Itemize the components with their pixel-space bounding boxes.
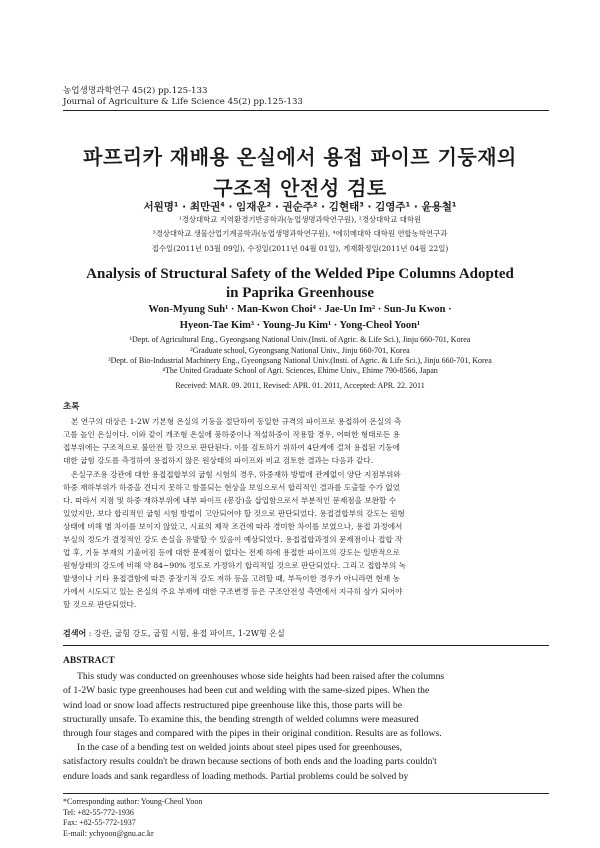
abstract-ko-line: 상태에 비해 별 차이를 보이지 않았고, 시료의 제작 조건에 따라 경미한 차이를 보였으나, 용접 과정에서: [63, 522, 403, 531]
dates-ko: 접수일(2011년 03월 09일), 수정일(2011년 04월 01일), 게재확정일(2011년 04월 22일): [151, 244, 449, 253]
abstract-ko-paragraph-1: [63, 415, 549, 467]
affiliation-en-3: ³Dept. of Bio-Industrial Machinery Eng., Gyeongsang National Univ.(Insti. of Agric. & Life Sci.), Jinju 660-701, Korea: [108, 356, 492, 365]
footnote-author: *Corresponding author: Young-Cheol Yoon: [63, 797, 203, 806]
title-en-line1: Analysis of Structural Safety of the Welded Pipe Columns Adopted: [86, 266, 514, 282]
abstract-ko-line: 대한 굽힘 강도를 측정하여 용접하지 않은 원상태의 파이프와 비교 검토한 결과는 다음과 같다.: [63, 456, 374, 465]
affiliation-en-1: ¹Dept. of Agricultural Eng., Gyeongsang National Univ.(Insti. of Agric. & Life Sci.), Jinju 660-701, Korea: [129, 335, 471, 344]
abstract-ko-line: 하중 재하부위가 하중을 견디지 못하고 함몰되는 현상을 보임으로서 합리적인 결과를 도출할 수가 없었: [63, 483, 401, 492]
abstract-en-line: In the case of a bending test on welded joints about steel pipes used for greenhouses,: [77, 742, 403, 753]
footnote-rule: [63, 793, 549, 794]
received-dates: Received: MAR. 09. 2011, Revised: APR. 01. 2011, Accepted: APR. 22. 2011: [175, 381, 425, 390]
journal-header: [63, 86, 303, 108]
abstract-en-line: endure loads and sank regardless of loading methods. Partial problems could be solved by: [63, 770, 409, 782]
journal-header-en: Journal of Agriculture & Life Science 45(2) pp.125-133: [63, 97, 303, 107]
abstract-en-line: of 1-2W basic type greenhouses had been cut and welding with the same-sized pipes. When the: [63, 685, 430, 697]
abstract-ko-line: 고를 높인 온실이다. 이와 같이 개조형 온실에 풍하중이나 적설하중이 작용할 경우, 어떠한 형태로든 용: [63, 430, 400, 439]
title-ko-line1: 파프리카 재배용 온실에서 용접 파이프 기둥재의: [83, 145, 517, 169]
title-ko-line2: 구조적 안전성 검토: [213, 176, 387, 200]
abstract-ko-line: 가에서 시도되고 있는 온실의 주요 부재에 대한 구조변경 등은 구조안전성 측면에서 지극히 삼가 되어야: [63, 587, 403, 596]
abstract-ko-line: 부실의 정도가 결정적인 강도 손실을 유발할 수 있음이 예상되었다. 용접접합과정의 문제점이나 접합 작: [63, 535, 403, 544]
abstract-ko-line: 본 연구의 대상은 1-2W 기본형 온실의 기둥을 절단하여 동일한 규격의 파이프로 용접하여 온실의 측: [71, 417, 402, 426]
abstract-ko-line: 있었지만, 보다 합리적인 굽힘 시험 방법이 고안되어야 할 것으로 판단되었다. 용접결합부의 강도는 원형: [63, 509, 405, 518]
abstract-ko-line: 다. 따라서 지점 및 하중 재하부위에 내부 파이프 (봉강)을 삽입함으로서 부분적인 문제점을 보완할 수: [63, 496, 397, 505]
corresponding-author-footnote: [63, 797, 202, 839]
abstract-ko-paragraph-2: [63, 468, 549, 611]
abstract-en-paragraph-1: [63, 670, 549, 741]
authors-ko: 서원명¹ · 최만권⁴ · 임재운² · 권순주² · 김현태³ · 김영주¹ · 윤용철¹: [143, 201, 457, 213]
affiliation-en-4: ⁴The United Graduate School of Agri. Sciences, Ehime Univ., Ehime 790-8566, Japan: [162, 366, 438, 375]
footnote-email: E-mail: ychyoon@gnu.ac.kr: [63, 828, 154, 838]
authors-en-line2: Hyeon-Tae Kim³ · Young-Ju Kim¹ · Yong-Cheol Yoon¹: [179, 320, 421, 331]
authors-en-line1: Won-Myung Suh¹ · Man-Kwon Choi⁴ · Jae-Un Im² · Sun-Ju Kwon ·: [148, 304, 452, 315]
abstract-ko-line: 원형상태의 강도에 비해 약 84~90% 정도로 가정하기 합리적일 것으로 판단되었다. 그리고 접합부의 녹: [63, 561, 407, 570]
abstract-ko-line: 발생이나 기타 용접결함에 따른 중장기적 강도 저하 등을 고려할 때, 부득이한 경우가 아니라면 현재 농: [63, 574, 400, 583]
footnote-tel: Tel: +82-55-772-1936: [63, 807, 134, 817]
abstract-en-paragraph-2: [63, 741, 549, 784]
abstract-ko-line: 온실구조용 강관에 대한 용접접합부의 굽힘 시험의 경우, 하중재하 방법에 관계없이 양단 지점부위와: [71, 470, 401, 479]
abstract-en-line: through four stages and compared with the pipes in their original condition. Results are as follows.: [63, 728, 442, 740]
header-rule: [63, 110, 549, 111]
journal-header-ko: 농업생명과학연구 45(2) pp.125-133: [63, 86, 208, 96]
footnote-fax: Fax: +82-55-772-1937: [63, 818, 136, 827]
title-en-line2: in Paprika Greenhouse: [225, 285, 375, 301]
abstract-en-heading: ABSTRACT: [63, 656, 115, 666]
abstract-ko-line: 업 후, 기둥 부재의 기울어짐 등에 대한 문제점이 없다는 전제 하에 용접한 파이프의 강도는 일반적으로: [63, 548, 400, 557]
affiliation-en-2: ²Graduate school, Gyeongsang National Univ., Jinju 660-701, Korea: [190, 346, 410, 355]
abstract-en-line: This study was conducted on greenhouses whose side heights had been raised after the columns: [77, 671, 445, 682]
abstract-ko-line: 접부위에는 구조적으로 불안전 할 것으로 판단된다. 이를 검토하기 위하여 4단계에 걸쳐 용접된 기둥에: [63, 443, 400, 452]
abstract-ko-line: 할 것으로 판단되었다.: [63, 600, 137, 609]
keywords-ko-label: 검색어: [63, 629, 87, 638]
abstract-ko-heading: 초록: [63, 402, 80, 412]
affiliation-ko-2: ³경상대학교 생물산업기계공학과(농업생명과학연구원), ⁴에히메대학 대학원 연합농학연구과: [152, 229, 448, 238]
section-divider: [63, 645, 549, 646]
abstract-en-line: satisfactory results couldn't be drawn because sections of both ends and the loading parts couldn't: [63, 756, 437, 768]
keywords-ko: [63, 628, 285, 639]
abstract-en-line: structurally unsafe. To examine this, the bending strength of welded columns were measured: [63, 713, 419, 725]
abstract-en-line: wind load or snow load affects restructured pipe greenhouse like this, those parts will be: [63, 699, 402, 711]
affiliation-ko-1: ¹경상대학교 지역환경기반공학과(농업생명과학연구원), ²경상대학교 대학원: [178, 215, 422, 224]
keywords-ko-text: : 강관, 굽힘 강도, 굽힘 시험, 용접 파이프, 1-2W형 온실: [86, 629, 285, 638]
